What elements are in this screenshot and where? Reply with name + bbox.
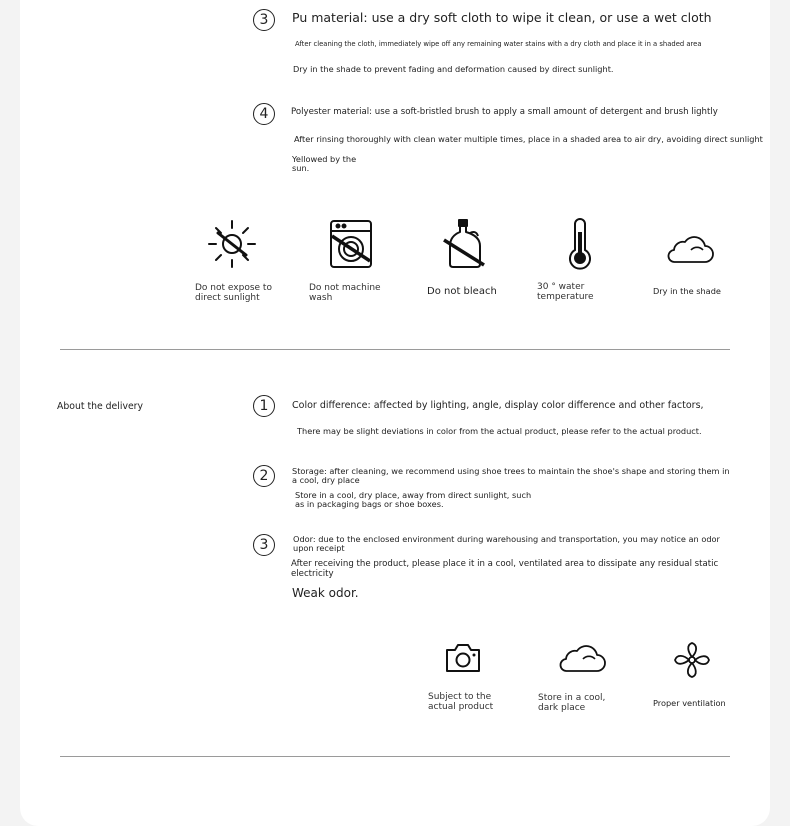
step-number-3: 3: [253, 9, 275, 31]
no-bleach-icon: [440, 218, 488, 270]
thermometer-icon: [566, 218, 594, 270]
step-number-4: 4: [253, 103, 275, 125]
polyester-material-note-2: Yellowed by the sun.: [292, 154, 357, 174]
pu-material-title: Pu material: use a dry soft cloth to wipe it clean, or use a wet cloth: [292, 10, 712, 25]
polyester-material-note-1: After rinsing thoroughly with clean water multiple times, place in a shaded area to air dry, avoiding direct sunlight: [294, 134, 763, 144]
section-divider: [60, 349, 730, 350]
no-sun-label: Do not expose to direct sunlight: [195, 283, 272, 304]
thermometer-label: 30 ° water temperature: [537, 282, 594, 303]
section-divider-bottom: [60, 756, 730, 757]
color-difference-note: There may be slight deviations in color from the actual product, please refer to the actual product.: [297, 426, 702, 436]
cool-dark-place-label: Store in a cool, dark place: [538, 693, 606, 714]
storage-note: Store in a cool, dry place, away from direct sunlight, such as in packaging bags or shoe boxes.: [295, 490, 532, 510]
no-bleach-label: Do not bleach: [427, 286, 497, 297]
pu-material-note-1: After cleaning the cloth, immediately wipe off any remaining water stains with a dry cloth and place it in a shaded area: [295, 40, 702, 48]
camera-icon: [444, 642, 482, 674]
color-difference-title: Color difference: affected by lighting, angle, display color difference and other factors,: [292, 400, 704, 411]
odor-title: Odor: due to the enclosed environment during warehousing and transportation, you may notice an odor upon receipt: [293, 534, 720, 554]
no-machine-wash-icon: [327, 218, 375, 270]
no-sun-icon: [206, 218, 258, 270]
storage-title: Storage: after cleaning, we recommend using shoe trees to maintain the shoe's shape and storing them in a cool, dry place: [292, 466, 730, 486]
polyester-material-title: Polyester material: use a soft-bristled brush to apply a small amount of detergent and brush lightly: [291, 107, 718, 117]
ventilation-label: Proper ventilation: [653, 698, 726, 708]
pu-material-note-2: Dry in the shade to prevent fading and deformation caused by direct sunlight.: [293, 64, 614, 74]
delivery-step-number-1: 1: [253, 395, 275, 417]
cloud-icon: [557, 642, 607, 674]
subject-to-product-label: Subject to the actual product: [428, 692, 494, 713]
dry-in-shade-label: Dry in the shade: [653, 286, 721, 296]
odor-note-1: After receiving the product, please place it in a cool, ventilated area to dissipate any residual static electricity: [291, 559, 719, 579]
fan-icon: [672, 640, 712, 680]
odor-note-2: Weak odor.: [292, 586, 359, 600]
delivery-step-number-3: 3: [253, 534, 275, 556]
cloud-icon: [665, 233, 715, 265]
delivery-step-number-2: 2: [253, 465, 275, 487]
no-machine-wash-label: Do not machine wash: [309, 283, 381, 304]
delivery-heading: About the delivery: [57, 401, 143, 412]
